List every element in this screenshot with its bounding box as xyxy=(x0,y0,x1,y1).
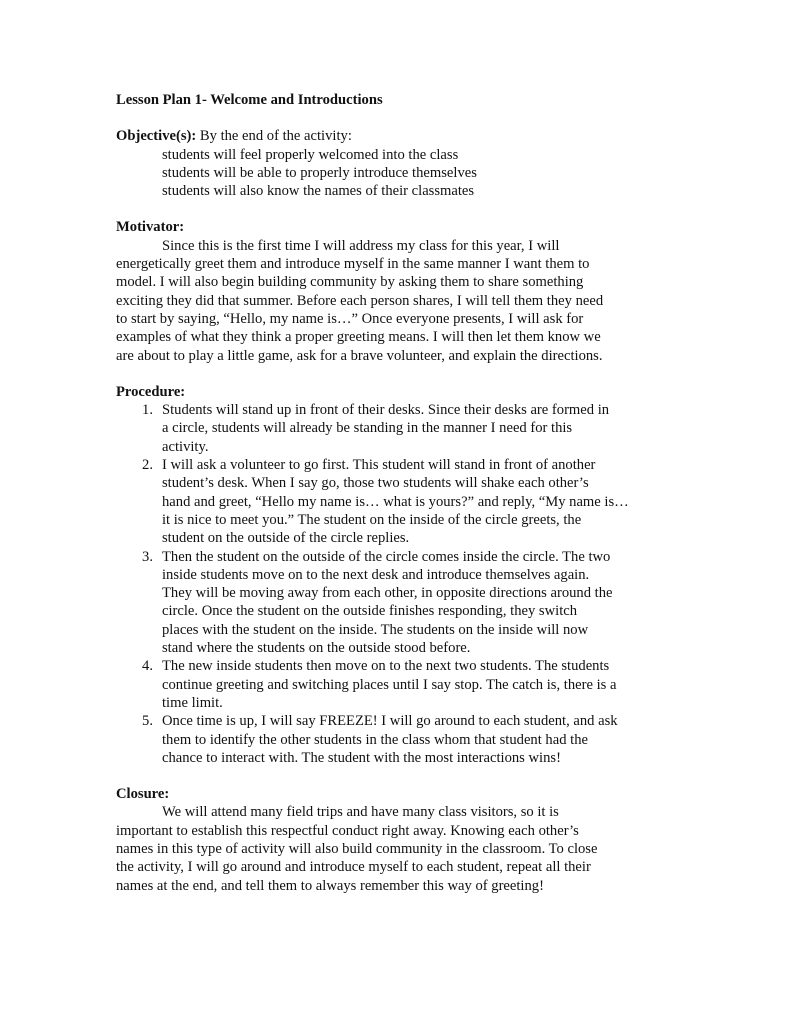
step-text xyxy=(162,712,618,767)
step-line: places with the student on the inside. The students on the inside will now xyxy=(162,621,589,638)
paragraph-line: the activity, I will go around and introduce myself to each student, repeat all their xyxy=(116,859,591,876)
step-line: them to identify the other students in the class whom that student had the xyxy=(162,731,588,748)
paragraph-line: names at the end, and tell them to always remember this way of greeting! xyxy=(116,877,544,894)
procedure-step xyxy=(116,548,680,658)
objective-item: students will also know the names of their classmates xyxy=(162,183,475,200)
step-line: hand and greet, “Hello my name is… what is yours?” and reply, “My name is… xyxy=(162,493,629,510)
procedure-section xyxy=(116,383,680,767)
step-line: Once time is up, I will say FREEZE! I will go around to each student, and ask xyxy=(162,713,618,730)
step-line: Students will stand up in front of their desks. Since their desks are formed in xyxy=(162,402,610,419)
objective-item: students will be able to properly introduce themselves xyxy=(162,164,477,181)
objective-intro: By the end of the activity: xyxy=(199,128,352,145)
step-line: time limit. xyxy=(162,694,223,711)
paragraph-line: We will attend many field trips and have many class visitors, so it is xyxy=(162,804,559,821)
step-line: a circle, students will already be standing in the manner I need for this xyxy=(162,420,573,437)
paragraph-line: model. I will also begin building community by asking them to share something xyxy=(116,274,584,291)
step-text xyxy=(162,548,612,658)
step-line: They will be moving away from each other, in opposite directions around the xyxy=(162,585,613,602)
objective-section xyxy=(116,127,680,200)
step-line: Then the student on the outside of the circle comes inside the circle. The two xyxy=(162,548,611,565)
step-text xyxy=(162,401,609,456)
paragraph-line: exciting they did that summer. Before each person shares, I will tell them they need xyxy=(116,292,604,309)
paragraph-line: Since this is the first time I will address my class for this year, I will xyxy=(162,237,560,254)
procedure-step xyxy=(116,657,680,712)
objective-label: Objective(s): xyxy=(116,128,197,145)
step-number: 2. xyxy=(142,457,153,474)
step-line: continue greeting and switching places until I say stop. The catch is, there is a xyxy=(162,676,617,693)
closure-section xyxy=(116,785,680,895)
paragraph-line: energetically greet them and introduce myself in the same manner I want them to xyxy=(116,256,590,273)
step-text xyxy=(162,456,629,547)
motivator-section xyxy=(116,218,680,364)
step-line: The new inside students then move on to the next two students. The students xyxy=(162,658,610,675)
motivator-heading: Motivator: xyxy=(116,219,185,236)
procedure-step xyxy=(116,712,680,767)
paragraph-line: examples of what they think a proper greeting means. I will then let them know we xyxy=(116,329,601,346)
step-line: activity. xyxy=(162,438,209,455)
objective-item: students will feel properly welcomed into the class xyxy=(162,146,459,163)
step-line: circle. Once the student on the outside finishes responding, they switch xyxy=(162,603,578,620)
step-number: 5. xyxy=(142,713,153,730)
procedure-steps xyxy=(116,401,680,767)
closure-paragraph xyxy=(116,803,680,894)
closure-heading: Closure: xyxy=(116,786,170,803)
step-text xyxy=(162,657,616,712)
step-line: student’s desk. When I say go, those two students will shake each other’s xyxy=(162,475,589,492)
procedure-step xyxy=(116,401,680,456)
document-title: Lesson Plan 1- Welcome and Introductions xyxy=(116,92,383,108)
objective-list xyxy=(116,146,680,201)
step-number: 3. xyxy=(142,548,153,565)
paragraph-line: to start by saying, “Hello, my name is…” Once everyone presents, I will ask for xyxy=(116,310,584,327)
paragraph-line: are about to play a little game, ask for a brave volunteer, and explain the directions. xyxy=(116,347,603,364)
procedure-heading: Procedure: xyxy=(116,383,186,400)
step-line: student on the outside of the circle replies. xyxy=(162,530,410,547)
step-number: 1. xyxy=(142,402,153,419)
paragraph-line: important to establish this respectful conduct right away. Knowing each other’s xyxy=(116,822,579,839)
step-number: 4. xyxy=(142,658,153,675)
objective-header xyxy=(116,127,680,145)
procedure-step xyxy=(116,456,680,547)
step-line: chance to interact with. The student with the most interactions wins! xyxy=(162,749,561,766)
step-line: it is nice to meet you.” The student on the inside of the circle greets, the xyxy=(162,511,582,528)
step-line: stand where the students on the outside stood before. xyxy=(162,640,471,657)
paragraph-line: names in this type of activity will also build community in the classroom. To close xyxy=(116,840,598,857)
document-page xyxy=(116,91,680,913)
step-line: I will ask a volunteer to go first. This student will stand in front of another xyxy=(162,457,596,474)
motivator-paragraph xyxy=(116,237,680,365)
step-line: inside students move on to the next desk and introduce themselves again. xyxy=(162,566,590,583)
